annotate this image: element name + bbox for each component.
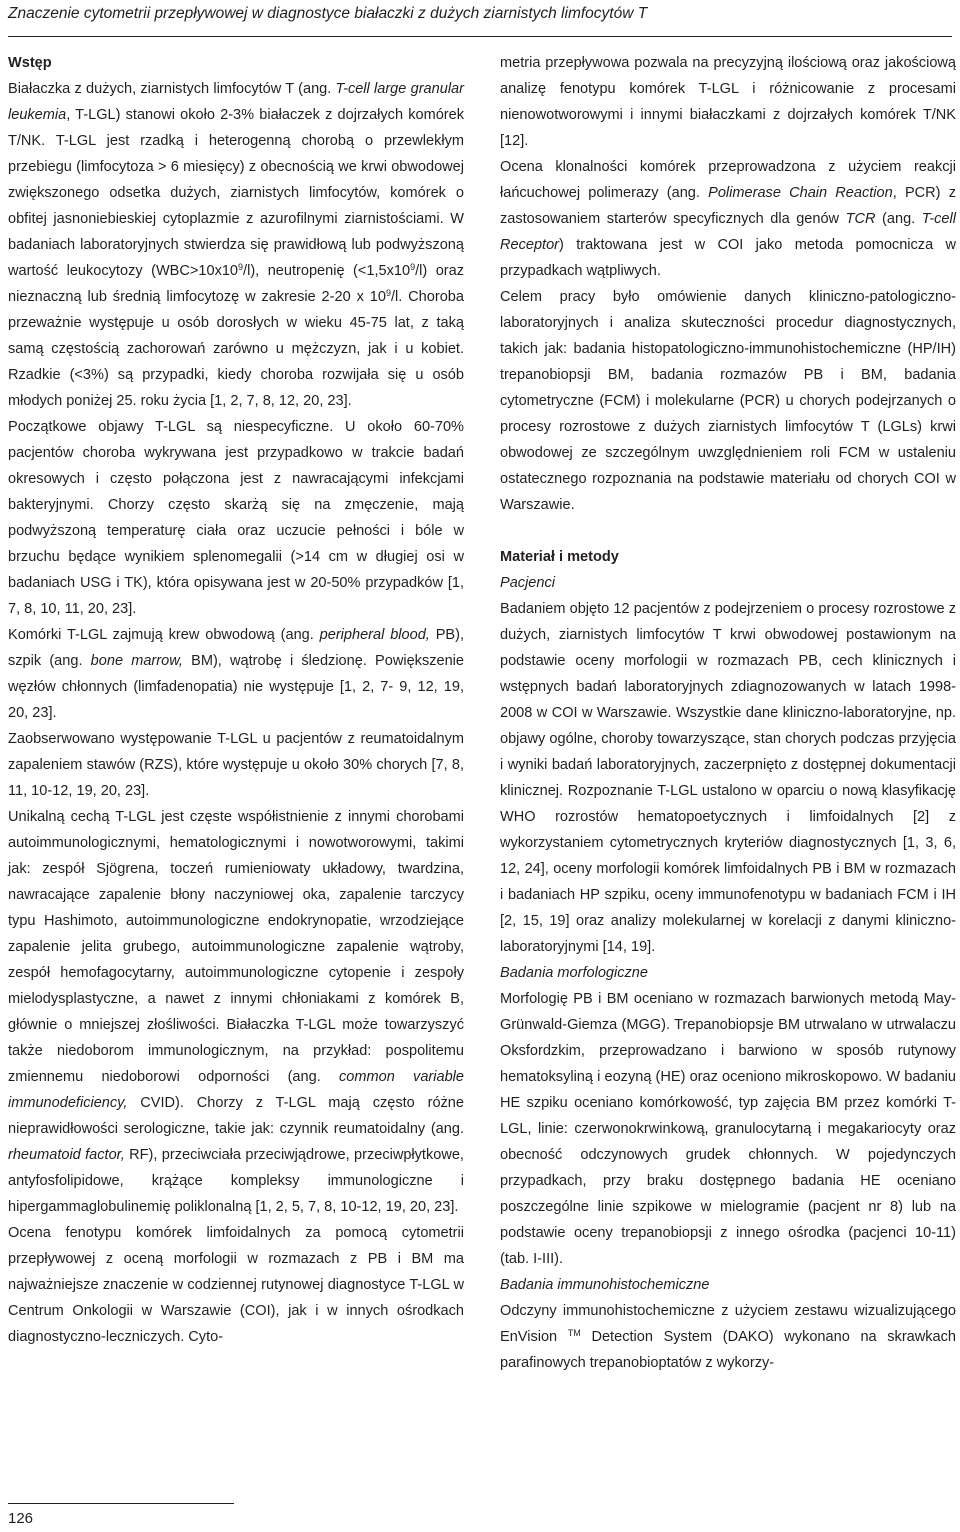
italic-term: common variable immunodeficiency, bbox=[8, 1069, 465, 1111]
paragraph: Celem pracy było omówienie danych kliniczno-patologiczno-laboratoryjnych i analiza skuteczności procedur diagnostycznych, takich jak: badania histopatologiczno-immunohistochemiczne (HP/IH) trepanobiopsji BM, badania rozmazów PB i BM, badania cytometryczne (FCM) i molekularne (PCR) u chorych podejrzanych o procesy rozrostowe z dużych ziarnistych limfocytów T (LGLs) krwi obwodowej ze szczególnym uwzględnieniem roli FCM w ustaleniu ostatecznego rozpoznania na podstawie materiału od chorych COI w Warszawie. bbox=[500, 289, 956, 513]
right-column bbox=[500, 50, 956, 1376]
italic-term: Polimerase Chain Reaction bbox=[708, 185, 893, 201]
subsection-heading-badania-morfologiczne: Badania morfologiczne bbox=[500, 965, 648, 981]
superscript: 9 bbox=[385, 288, 391, 298]
paragraph: Początkowe objawy T-LGL są niespecyficzne. U około 60-70% pacjentów choroba wykrywana jest przypadkowo w trakcie badań okresowych i często połączona jest z nawracającymi infekcjami bakteryjnymi. Chorzy często skarżą się na zmęczenie, mają podwyższoną temperaturę ciała oraz uczucie pełności i bóle w brzuchu będące wynikiem splenomegalii (>14 cm w długiej osi w badaniach USG i TK), która opisywana jest w 20-50% przypadków [1, 7, 8, 10, 11, 20, 23]. bbox=[8, 419, 464, 617]
footer-rule bbox=[8, 1503, 234, 1504]
paragraph: Ocena fenotypu komórek limfoidalnych za pomocą cytometrii przepływowej z oceną morfologii w rozmazach z PB i BM ma najważniejsze znaczenie w codziennej rutynowej diagnostyce T-LGL w Centrum Onkologii w Warszawie (COI), jak i w innych ośrodkach diagnostyczno-leczniczych. Cyto- bbox=[8, 1225, 464, 1345]
italic-term: TCR bbox=[845, 211, 876, 227]
header-rule bbox=[8, 36, 952, 37]
italic-term: bone marrow, bbox=[90, 653, 183, 669]
superscript: 9 bbox=[410, 262, 416, 272]
section-heading-wstep: Wstęp bbox=[8, 55, 52, 71]
page-number: 126 bbox=[8, 1510, 34, 1527]
left-column bbox=[8, 50, 464, 1350]
paragraph: metria przepływowa pozwala na precyzyjną ilościową oraz jakościową analizę fenotypu komórek T-LGL i różnicowanie z procesami nienowotworowymi i innymi białaczkami z dojrzałych komórek T/NK [12]. bbox=[500, 55, 956, 149]
paragraph: Odczyny immunohistochemiczne z użyciem zestawu wizualizującego EnVision ™ Detection System (DAKO) wykonano na skrawkach parafinowych trepanobioptatów z wykorzy- bbox=[500, 1303, 956, 1371]
italic-term: rheumatoid factor, bbox=[8, 1147, 125, 1163]
paragraph: Badaniem objęto 12 pacjentów z podejrzeniem o procesy rozrostowe z dużych, ziarnistych limfocytów T krwi obwodowej postawionym na podstawie oceny morfologii w rozmazach PB, cech klinicznych i wstępnych badań laboratoryjnych zdiagnozowanych w latach 1998-2008 w COI w Warszawie. Wszystkie dane kliniczno-laboratoryjne, np. objawy ogólne, choroby towarzyszące, stan chorych podczas przyjęcia i wyniki badań laboratoryjnych, zaczerpnięto z dostępnej dokumentacji klinicznej. Rozpoznanie T-LGL ustalono w oparciu o nową klasyfikację WHO rozrostów hematopoetycznych i limfoidalnych [2] z wykorzystaniem cytometrycznych kryteriów diagnostycznych [1, 3, 6, 12, 24], oceny morfologii komórek limfoidalnych PB i BM w rozmazach i badaniach HP szpiku, oceny immunofenotypu w badaniach FCM i IH [2, 15, 19] oraz analizy molekularnej w korelacji z danymi kliniczno-laboratoryjnymi [14, 19]. bbox=[500, 601, 956, 955]
running-header: Znaczenie cytometrii przepływowej w diagnostyce białaczki z dużych ziarnistych limfocytów T bbox=[8, 5, 648, 22]
paragraph: Unikalną cechą T-LGL jest częste współistnienie z innymi chorobami autoimmunologicznymi, hematologicznymi i nowotworowymi, takimi jak: zespół Sjögrena, toczeń rumieniowaty układowy, twardzina, nawracające zapalenie błony naczyniowej oka, zapalenie tarczycy typu Hashimoto, autoimmunologiczne endokrynopatie, wrzodziejące zapalenie jelita grubego, autoimmunologiczne zapalenie wątroby, zespół hemofagocytarny, autoimmunologiczne cytopenie i zespoły mielodysplastyczne, a nawet z innymi chłoniakami z komórek B, głównie o mniejszej złośliwości. Białaczka T-LGL może towarzyszyć także niedoborom immunologicznym, na przykład: pospolitemu zmiennemu niedoborowi odporności (ang. common variable immunodeficiency, CVID). Chorzy z T-LGL mają często różne nieprawidłowości serologiczne, takie jak: czynnik reumatoidalny (ang. rheumatoid factor, RF), przeciwciała przeciwjądrowe, przeciwpłytkowe, antyfosfolipidowe, krążące kompleksy immunologiczne i hipergammaglobulinemię poliklonalną [1, 2, 5, 7, 8, 10-12, 19, 20, 23]. bbox=[8, 809, 465, 1215]
italic-term: T-cell Receptor bbox=[500, 211, 956, 253]
paragraph: Białaczka z dużych, ziarnistych limfocytów T (ang. T-cell large granular leukemia, T-LGL) stanowi około 2-3% białaczek z dojrzałych komórek T/NK. T-LGL jest rzadką i heterogenną chorobą o przewlekłym przebiegu (limfocytoza > 6 miesięcy) z obecnością we krwi obwodowej zwiększonego odsetka dużych, ziarnistych limfocytów, komórek o obfitej jasnoniebieskiej cytoplazmie z azurofilnymi ziarnistościami. W badaniach laboratoryjnych stwierdza się prawidłową lub podwyższoną wartość leukocytozy $(WBC>10x10^9/l)$, neutropenię $(<1,5x10^9/l)$ oraz nieznaczną lub średnią limfocytozę w zakresie 2-20 x $10^9/l$. Choroba przeważnie występuje u osób dorosłych w wieku 45-75 lat, z taką samą częstością zachorowań zarówno u mężczyzn, jak i u kobiet. Rzadkie (<3%) są przypadki, kiedy choroba rozwijała się u osób młodych poniżej 25. roku życia [1, 2, 7, 8, 12, 20, 23]. bbox=[8, 81, 464, 409]
paragraph: Zaobserwowano występowanie T-LGL u pacjentów z reumatoidalnym zapaleniem stawów (RZS), które występuje u około 30% chorych [7, 8, 11, 10-12, 19, 20, 23]. bbox=[8, 731, 464, 799]
italic-term: T-cell large granular leukemia bbox=[8, 81, 464, 123]
superscript: 9 bbox=[238, 262, 244, 272]
italic-term: peripheral blood, bbox=[319, 627, 430, 643]
subsection-heading-pacjenci: Pacjenci bbox=[500, 575, 555, 591]
superscript: TM bbox=[567, 1328, 581, 1338]
subsection-heading-badania-immunohistochemiczne: Badania immunohistochemiczne bbox=[500, 1277, 710, 1293]
paragraph: Komórki T-LGL zajmują krew obwodową (ang. peripheral blood, PB), szpik (ang. bone marrow, BM), wątrobę i śledzionę. Powiększenie węzłów chłonnych (limfadenopatia) nie występuje [1, 2, 7- 9, 12, 19, 20, 23]. bbox=[8, 627, 464, 721]
section-heading-material-i-metody: Materiał i metody bbox=[500, 549, 619, 565]
paragraph: Morfologię PB i BM oceniano w rozmazach barwionych metodą May-Grünwald-Giemza (MGG). Trepanobiopsje BM utrwalano w utrwalaczu Oksfordzkim, przeprowadzano i barwiono w sposób rutynowy hematoksyliną i eozyną (HE) oraz oceniono mikroskopowo. W badaniu HE szpiku oceniano komórkowość, typ zajęcia BM przez komórki T-LGL, linie: czerwonokrwinkową, granulocytarną i megakariocyty oraz obecność odczynowych grudek chłonnych. W pojedynczych przypadkach, przy braku dostępnego badania HE oceniano poszczególne linie szpikowe w mielogramie (pacjent nr 8) lub na podstawie oceny trepanobiopsji z innego ośrodka (pacjenci 10-11) (tab. I-III). bbox=[500, 991, 956, 1267]
paragraph: Ocena klonalności komórek przeprowadzona z użyciem reakcji łańcuchowej polimerazy (ang. Polimerase Chain Reaction, PCR) z zastosowaniem starterów specyficznych dla genów TCR (ang. T-cell Receptor) traktowana jest w COI jako metoda pomocnicza w przypadkach wątpliwych. bbox=[500, 159, 956, 279]
